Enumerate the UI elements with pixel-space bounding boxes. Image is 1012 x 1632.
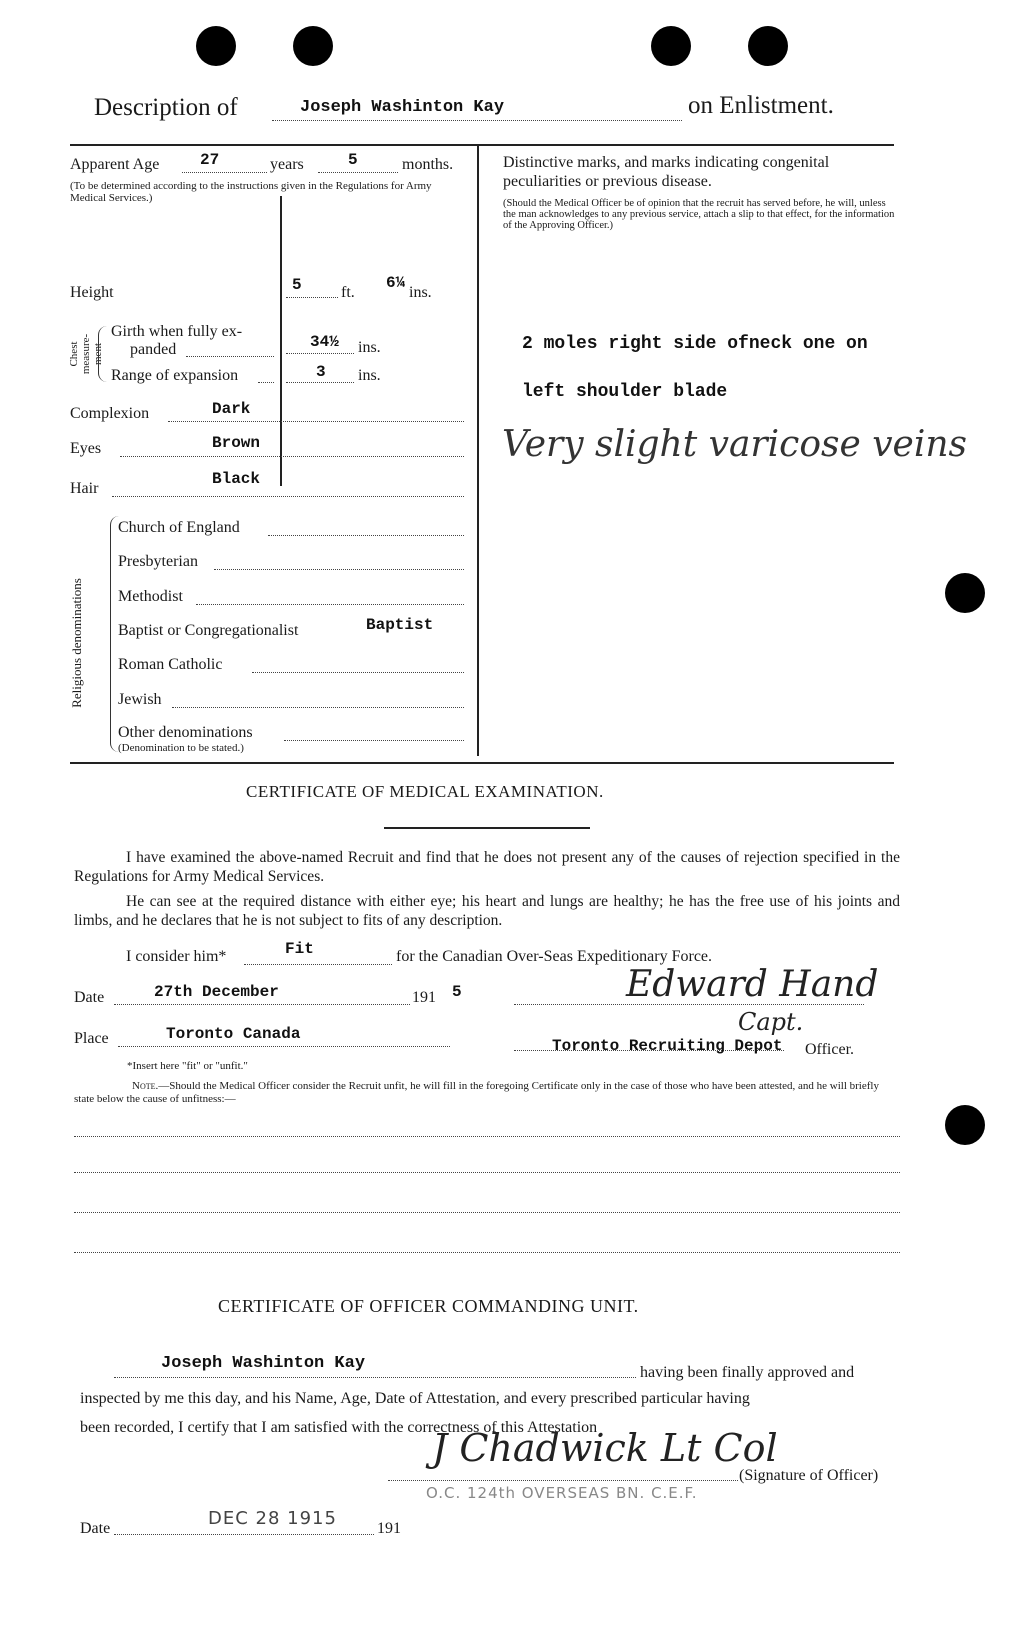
commanding-date-stamp: DEC 28 1915 [208,1508,337,1529]
column-divider [477,146,479,756]
eyes-label: Eyes [70,440,102,457]
marks-label: Distinctive marks, and marks indicating congenital peculiarities or previous disease. [503,154,830,190]
commanding-recruit-name: Joseph Washinton Kay [161,1354,366,1373]
commanding-date-label: Date [80,1520,111,1537]
religion-line [284,740,464,741]
age-years-line [182,172,267,173]
marks-note: (Should the Medical Officer be of opinion that the recruit has served before, he will, unless the man acknowledges to any previous service, attach a slip to that effect, for the information of the Approving Officer.) [503,198,895,231]
commanding-year-prefix: 191 [377,1520,401,1537]
age-months-value: 5 [348,151,358,169]
unfitness-line [74,1172,900,1173]
punch-hole [945,1105,985,1145]
ft-label: ft. [341,284,355,301]
commanding-name-line [114,1377,636,1378]
other-denomination-note: (Denomination to be stated.) [118,742,244,754]
medical-signature-rank: Capt. [738,1008,804,1036]
religion-presbyterian: Presbyterian [118,553,198,570]
consider-line [244,964,392,965]
commanding-text-2: inspected by me this day, and his Name, Age, Date of Attestation, and every prescribed particular having [80,1390,750,1407]
name-line [272,120,682,121]
girth-label: Girth when fully ex- [111,323,243,340]
unit-stamp: O.C. 124th OVERSEAS BN. C.E.F. [426,1484,698,1502]
height-ins-label: ins. [409,284,432,301]
hair-value: Black [212,470,261,488]
marks-handwritten: Very slight varicose veins [502,424,968,465]
hair-line [112,496,464,497]
depot-value: Toronto Recruiting Depot [552,1037,783,1055]
height-label: Height [70,284,114,301]
header-prefix: Description of [94,94,238,121]
age-box-divider [280,196,282,486]
insert-note: *Insert here "fit" or "unfit." [127,1060,248,1072]
complexion-line [168,421,464,422]
commanding-signature-line [388,1480,738,1481]
commanding-text-1: having been finally approved and [640,1364,855,1381]
years-label: years [270,156,304,173]
place-value: Toronto Canada [166,1025,301,1043]
medical-date-label: Date [74,989,105,1006]
height-ft-value: 5 [292,276,302,294]
girth-ins-label: ins. [358,339,381,356]
religious-denominations-label: Religious denominations [69,578,84,708]
girth-label-2: panded [130,341,177,358]
place-line [118,1046,450,1047]
punch-hole [196,26,236,66]
title-underline [384,827,590,829]
months-label: months. [402,156,454,173]
range-value: 3 [316,363,326,381]
medical-year-prefix: 191 [412,989,436,1006]
complexion-value: Dark [212,400,251,418]
officer-suffix: Officer. [805,1041,855,1058]
age-years-value: 27 [200,151,220,169]
religion-baptist-value: Baptist [366,616,434,634]
girth-value-line [286,353,354,354]
top-rule [70,144,894,146]
medical-signature: Edward Hand [626,964,879,1005]
range-value-line [286,382,354,383]
chest-measurement-label: Chest measure-ment [68,333,104,375]
medical-title: CERTIFICATE OF MEDICAL EXAMINATION. [246,782,604,801]
marks-line-2: left shoulder blade [522,382,728,402]
punch-hole [651,26,691,66]
range-label: Range of expansion [111,367,239,384]
religion-baptist: Baptist or Congregationalist [118,622,299,639]
marks-line-1: 2 moles right side ofneck one on [522,334,868,354]
range-line [258,382,274,383]
header-suffix: on Enlistment. [688,92,834,119]
religion-line [196,604,464,605]
eyes-line [120,456,464,457]
force-label: for the Canadian Over-Seas Expeditionary Force. [396,948,713,965]
place-label: Place [74,1030,109,1047]
note [74,1080,900,1106]
religion-other: Other denominations [118,724,253,741]
medical-date-value: 27th December [154,983,279,1001]
punch-hole [748,26,788,66]
note-label: Note. [132,1080,159,1092]
girth-line [186,356,274,357]
medical-para-2: He can see at the required distance with either eye; his heart and lungs are healthy; he has the free use of his joints and limbs, and he declares that he is not subject to fits of any description. [74,893,900,929]
religion-church-of-england: Church of England [118,519,240,536]
punch-hole [945,573,985,613]
religion-jewish: Jewish [118,691,162,708]
commanding-title: CERTIFICATE OF OFFICER COMMANDING UNIT. [218,1296,639,1316]
religion-line [172,707,464,708]
height-in-value: 6¼ [386,274,406,292]
eyes-value: Brown [212,434,261,452]
girth-value: 34½ [310,333,339,351]
consider-label: I consider him* [126,948,227,965]
unfitness-line [74,1252,900,1253]
religion-roman-catholic: Roman Catholic [118,656,223,673]
height-ft-line [286,297,338,298]
unfitness-line [74,1212,900,1213]
religion-methodist: Methodist [118,588,183,605]
commanding-date-line [114,1534,374,1535]
chest-brace [98,326,107,382]
hair-label: Hair [70,480,99,497]
section-rule [70,762,894,764]
commanding-text-3: been recorded, I certify that I am satisfied with the correctness of this Attestation [80,1419,598,1436]
note-text: —Should the Medical Officer consider the Recruit unfit, he will fill in the foregoing Certificate only in the case of those who have been attested, and he will briefly state below the cause of unfitness:— [74,1080,879,1105]
signature-of-officer-label: (Signature of Officer) [739,1467,879,1484]
age-note: (To be determined according to the instructions given in the Regulations for Army Medical Services.) [70,180,432,204]
religion-line [252,672,464,673]
medical-year-digit: 5 [452,983,462,1001]
punch-hole [293,26,333,66]
apparent-age-label: Apparent Age [70,156,160,173]
range-ins-label: ins. [358,367,381,384]
religion-line [214,569,464,570]
medical-para-1: I have examined the above-named Recruit and find that he does not present any of the causes of rejection specified in the Regulations for Army Medical Services. [74,849,900,885]
recruit-name: Joseph Washinton Kay [300,98,505,117]
consider-value: Fit [285,940,314,958]
age-months-line [318,172,398,173]
complexion-label: Complexion [70,405,150,422]
unfitness-line [74,1136,900,1137]
religion-line [268,535,464,536]
commanding-signature: J Chadwick Lt Col [432,1426,778,1470]
medical-date-line [114,1004,410,1005]
